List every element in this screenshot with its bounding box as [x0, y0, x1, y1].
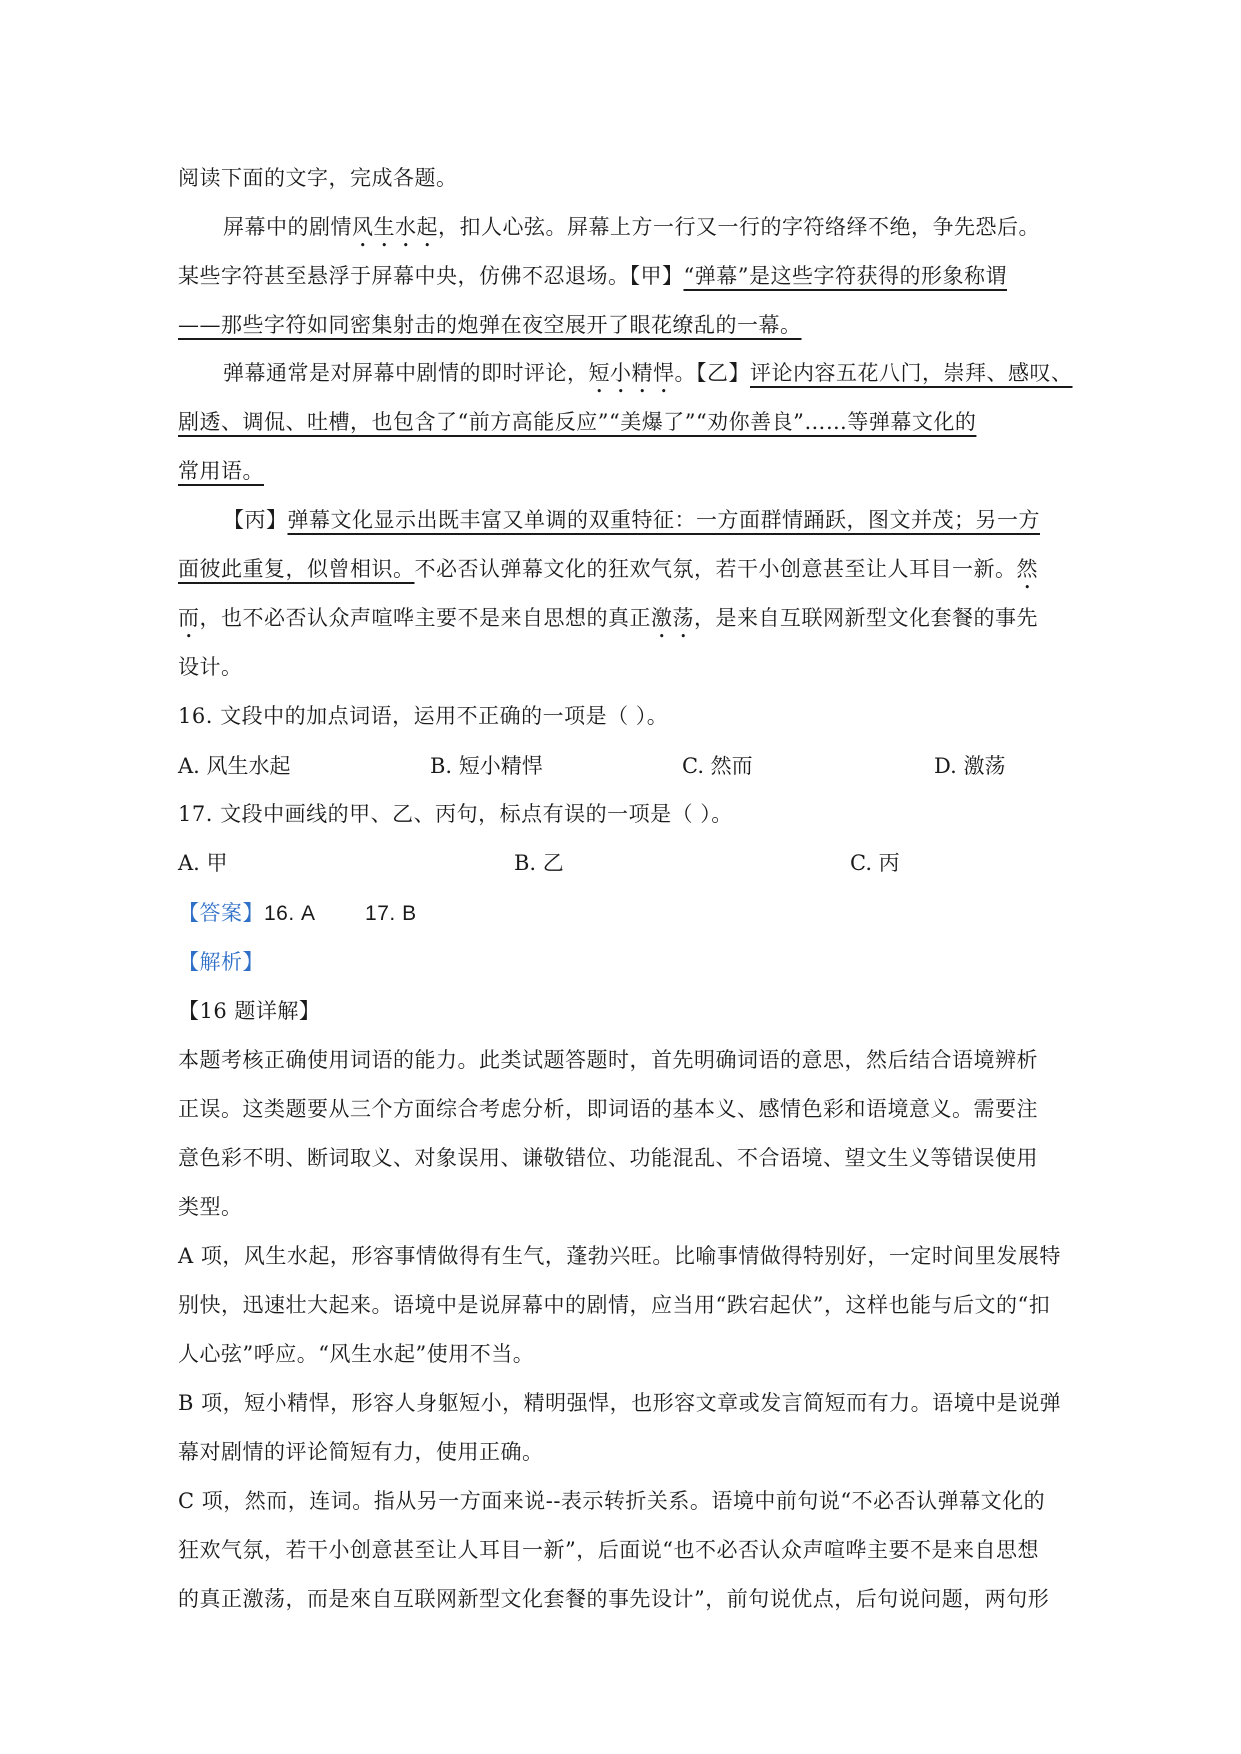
emphasized-word-jidang: 激荡: [651, 606, 694, 630]
question-16-stem: 16. 文段中的加点词语，运用不正确的一项是（ ）。: [178, 704, 669, 728]
detail-line: 别快，迅速壮大起来。语境中是说屏幕中的剧情，应当用“跌宕起伏”，这样也能与后文的“扣: [178, 1293, 1051, 1317]
passage-p1-line1: 屏幕中的剧情风生水起，扣人心弦。屏幕上方一行又一行的字符络绎不绝，争先恐后。: [223, 215, 1040, 239]
emphasized-word-raner-2: 而: [178, 606, 200, 630]
detail-line-option-b: B 项，短小精悍，形容人身躯短小，精明强悍，也形容文章或发言简短而有力。语境中是说弹: [178, 1391, 1062, 1415]
detail-line-option-c: C 项，然而，连词。指从另一方面来说--表示转折关系。语境中前句说“不必否认弹幕文化的: [178, 1489, 1046, 1513]
passage-p3-line1: 【丙】弹幕文化显示出既丰富又单调的双重特征：一方面群情踊跃，图文并茂；另一方: [223, 508, 1040, 532]
answer-label: 【答案】: [178, 901, 264, 925]
detail-line: 的真正激荡，而是來自互联网新型文化套餐的事先设计”，前句说优点，后句说问题，两句形: [178, 1587, 1050, 1611]
detail-line: 狂欢气氛，若干小创意甚至让人耳目一新”，后面说“也不必否认众声喧哗主要不是来自思想: [178, 1538, 1039, 1562]
q16-option-b: B. 短小精悍: [430, 754, 543, 778]
q16-option-c: C. 然而: [682, 754, 753, 778]
analysis-label: 【解析】: [178, 950, 264, 974]
passage-p2-line2: 剧透、调侃、吐槽，也包含了“前方高能反应”“美爆了”“劝你善良”……等弹幕文化的: [178, 410, 977, 434]
detail-line-option-a: A 项，风生水起，形容事情做得有生气，蓬勃兴旺。比喻事情做得特别好，一定时间里发展特: [178, 1244, 1061, 1268]
q17-option-b: B. 乙: [514, 851, 564, 875]
detail-16-heading: 【16 题详解】: [178, 999, 321, 1023]
passage-p3-line2: 面彼此重复，似曾相识。不必否认弹幕文化的狂欢气氛，若干小创意甚至让人耳目一新。然: [178, 557, 1038, 581]
detail-line: 本题考核正确使用词语的能力。此类试题答题时，首先明确词语的意思，然后结合语境辨析: [178, 1048, 1038, 1072]
q17-option-a: A. 甲: [178, 851, 228, 875]
detail-line: 幕对剧情的评论简短有力，使用正确。: [178, 1440, 544, 1464]
detail-line: 人心弦”呼应。“风生水起”使用不当。: [178, 1342, 535, 1366]
emphasized-word-fengshengshuiqi: 风生水起: [352, 215, 438, 239]
q17-option-c: C. 丙: [850, 851, 900, 875]
answer-value: 16. A 17. B: [264, 902, 417, 925]
passage-p1-line2: 某些字符甚至悬浮于屏幕中央，仿佛不忍退场。【甲】“弹幕”是这些字符获得的形象称谓: [178, 264, 1007, 288]
answer-line: [178, 897, 417, 927]
underlined-sentence-jia: “弹幕”是这些字符获得的形象称谓: [683, 264, 1007, 288]
intro-line: 阅读下面的文字，完成各题。: [178, 166, 458, 190]
underlined-sentence-yi: 评论内容五花八门，崇拜、感叹、: [750, 361, 1073, 385]
question-17-stem: 17. 文段中画线的甲、乙、丙句，标点有误的一项是（ ）。: [178, 802, 733, 826]
passage-p2-line1: 弹幕通常是对屏幕中剧情的即时评论，短小精悍。【乙】评论内容五花八门，崇拜、感叹、: [223, 361, 1073, 385]
passage-p1-line3: ——那些字符如同密集射击的炮弹在夜空展开了眼花缭乱的一幕。: [178, 313, 802, 337]
underlined-sentence-bing: 弹幕文化显示出既丰富又单调的双重特征：一方面群情踊跃，图文并茂；另一方: [287, 508, 1040, 532]
passage-p2-line3: 常用语。: [178, 459, 264, 483]
detail-line: 类型。: [178, 1195, 243, 1219]
q16-option-d: D. 激荡: [934, 754, 1006, 778]
detail-line: 意色彩不明、断词取义、对象误用、谦敬错位、功能混乱、不合语境、望文生义等错误使用: [178, 1146, 1038, 1170]
q16-option-a: A. 风生水起: [178, 754, 291, 778]
emphasized-word-raner-1: 然: [1016, 557, 1038, 581]
passage-p3-line3: 而，也不必否认众声喧哗主要不是来自思想的真正激荡，是来自互联网新型文化套餐的事先: [178, 606, 1038, 630]
passage-p3-line4: 设计。: [178, 655, 243, 679]
detail-line: 正误。这类题要从三个方面综合考虑分析，即词语的基本义、感情色彩和语境意义。需要注: [178, 1097, 1038, 1121]
emphasized-word-duanxiaojinghan: 短小精悍: [588, 361, 675, 385]
